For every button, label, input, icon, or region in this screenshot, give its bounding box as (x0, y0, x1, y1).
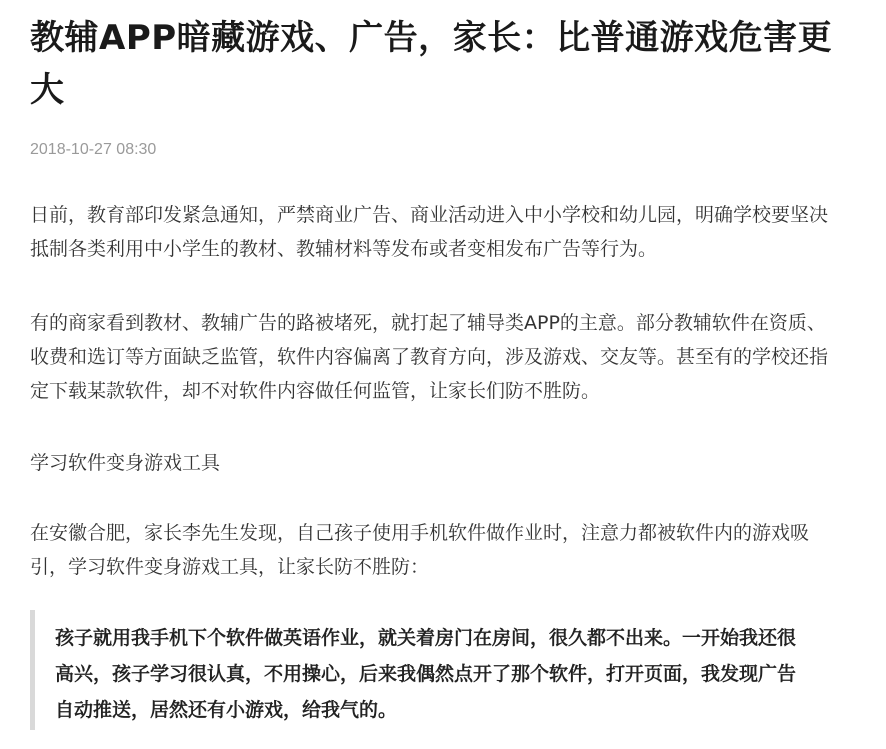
parent-quote: 孩子就用我手机下个软件做英语作业，就关着房门在房间，很久都不出来。一开始我还很高兴，孩子学习很认真，不用操心，后来我偶然点开了那个软件，打开页面，我发现广告自动推送，居然还有小游戏，给我气的。 (30, 610, 800, 730)
article (30, 0, 840, 749)
paragraph-intro: 日前，教育部印发紧急通知，严禁商业广告、商业活动进入中小学校和幼儿园，明确学校要坚决抵制各类利用中小学生的教材、教辅材料等发布或者变相发布广告等行为。 (30, 204, 829, 260)
article-title: 教辅APP暗藏游戏、广告，家长：比普通游戏危害更大 (30, 18, 833, 110)
paragraph-case: 在安徽合肥，家长李先生发现，自己孩子使用手机软件做作业时，注意力都被软件内的游戏吸引，学习软件变身游戏工具，让家长防不胜防： (30, 522, 810, 578)
section-heading: 学习软件变身游戏工具 (30, 452, 221, 474)
paragraph-body: 有的商家看到教材、教辅广告的路被堵死，就打起了辅导类APP的主意。部分教辅软件在资质、收费和选订等方面缺乏监管，软件内容偏离了教育方向，涉及游戏、交友等。甚至有的学校还指定下载某款软件，却不对软件内容做任何监管，让家长们防不胜防。 (30, 312, 829, 402)
publish-datetime: 2018-10-27 08:30 (30, 141, 157, 158)
